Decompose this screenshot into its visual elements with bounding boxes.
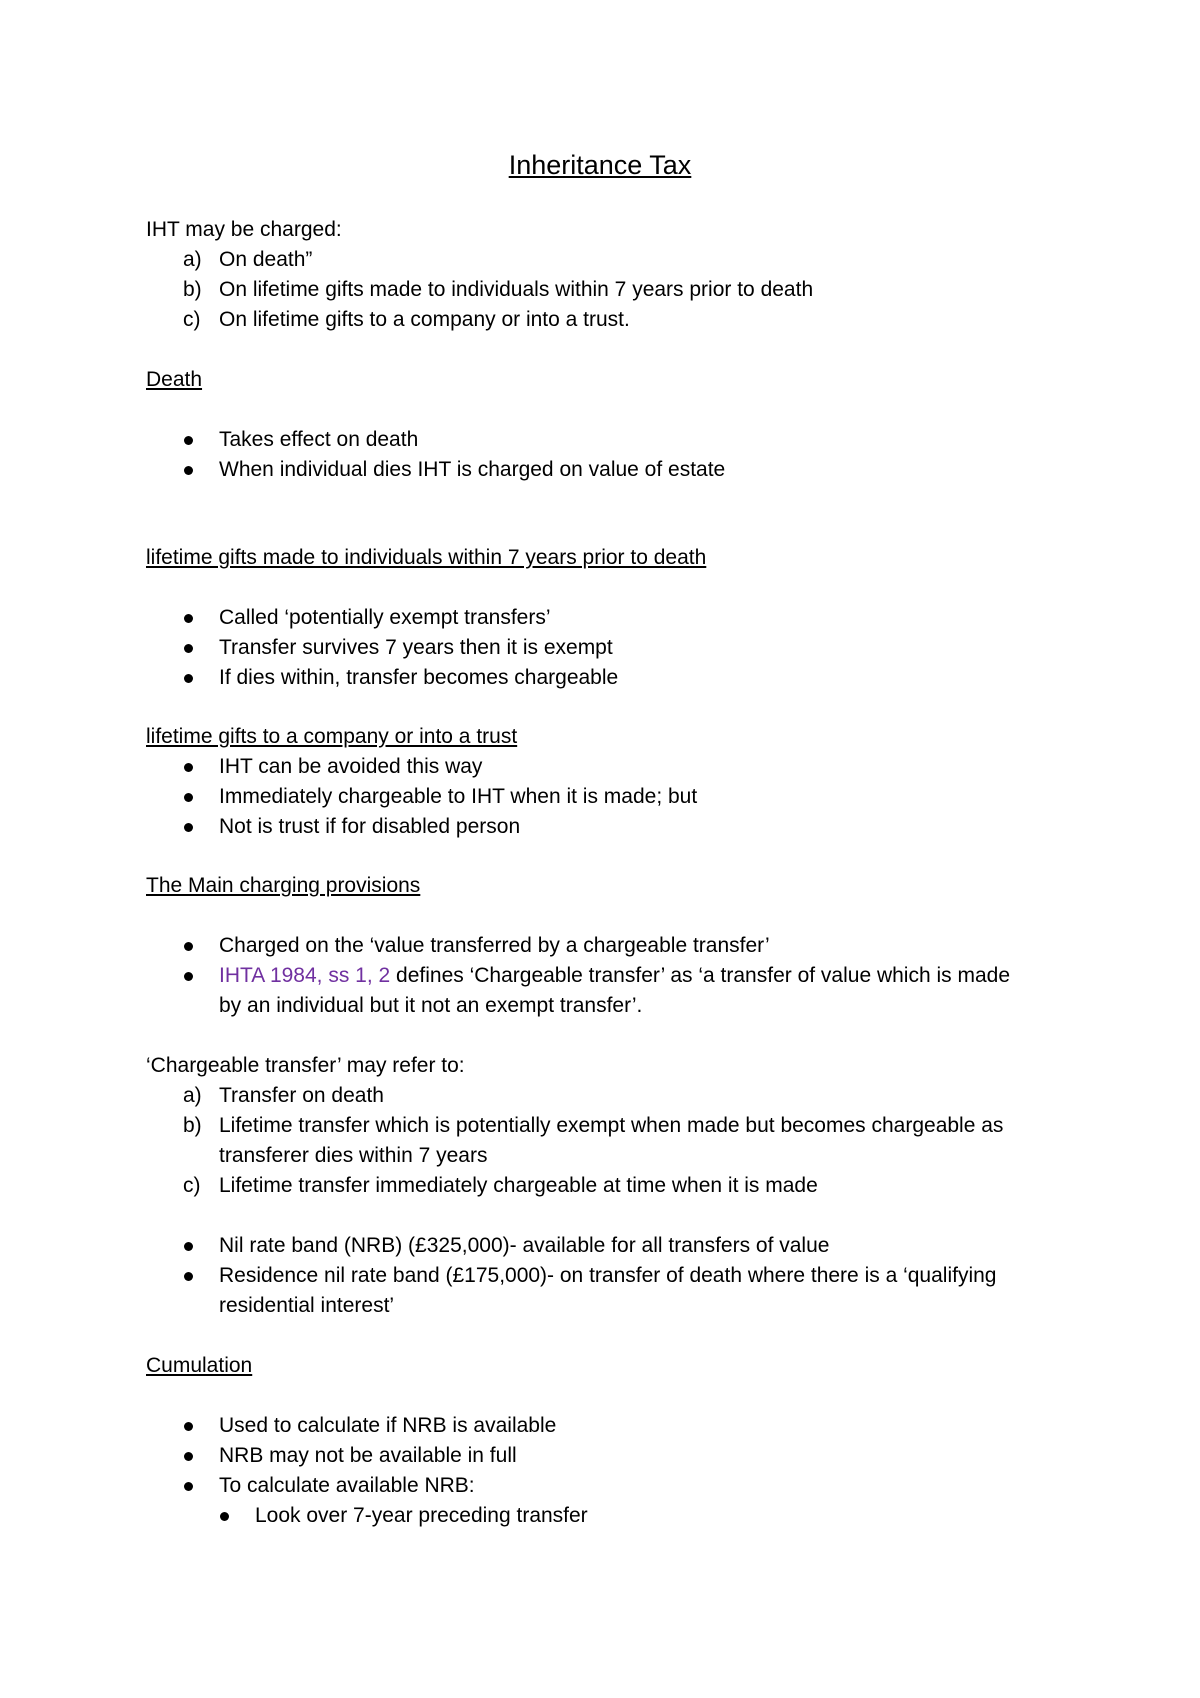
- list-item: On lifetime gifts made to individuals within 7 years prior to death: [219, 278, 814, 301]
- bullet-icon: [184, 1422, 193, 1431]
- bullet-icon: [184, 644, 193, 653]
- list-item: IHT can be avoided this way: [219, 755, 483, 778]
- list-marker: b): [183, 1114, 202, 1137]
- list-item-continuation: by an individual but it not an exempt transfer’.: [219, 994, 643, 1017]
- list-marker: a): [183, 248, 202, 271]
- bullet-icon: [184, 1272, 193, 1281]
- sub-bullet-icon: [220, 1512, 229, 1521]
- section-heading: lifetime gifts made to individuals within 7 years prior to death: [146, 546, 707, 569]
- list-item: On lifetime gifts to a company or into a trust.: [219, 308, 630, 331]
- section-heading: Cumulation: [146, 1354, 253, 1377]
- sub-list-item: Look over 7-year preceding transfer: [255, 1504, 588, 1527]
- bullet-icon: [184, 763, 193, 772]
- bullet-icon: [184, 436, 193, 445]
- list-item: Immediately chargeable to IHT when it is made; but: [219, 785, 698, 808]
- list-item: Lifetime transfer which is potentially exempt when made but becomes chargeable as: [219, 1114, 1004, 1137]
- statute-reference: IHTA 1984, ss 1, 2: [219, 964, 391, 987]
- list-item: Used to calculate if NRB is available: [219, 1414, 557, 1437]
- list-item: Nil rate band (NRB) (£325,000)- available for all transfers of value: [219, 1234, 830, 1257]
- bullet-icon: [184, 674, 193, 683]
- list-item: Transfer survives 7 years then it is exempt: [219, 636, 613, 659]
- list-item: Residence nil rate band (£175,000)- on transfer of death where there is a ‘qualifying: [219, 1264, 997, 1287]
- bullet-icon: [184, 1452, 193, 1461]
- list-item-continuation: transferer dies within 7 years: [219, 1144, 488, 1167]
- list-item: When individual dies IHT is charged on value of estate: [219, 458, 726, 481]
- list-item-continuation: residential interest’: [219, 1294, 395, 1317]
- intro-text: IHT may be charged:: [146, 218, 342, 241]
- list-item: Called ‘potentially exempt transfers’: [219, 606, 551, 629]
- list-item-text: defines ‘Chargeable transfer’ as ‘a transfer of value which is made: [390, 964, 1011, 987]
- section-heading: Death: [146, 368, 203, 391]
- list-marker: b): [183, 278, 202, 301]
- section-heading: The Main charging provisions: [146, 874, 421, 897]
- list-item: Charged on the ‘value transferred by a chargeable transfer’: [219, 934, 770, 957]
- bullet-icon: [184, 614, 193, 623]
- list-item: To calculate available NRB:: [219, 1474, 475, 1497]
- list-marker: c): [183, 1174, 201, 1197]
- section-heading: lifetime gifts to a company or into a trust: [146, 725, 518, 748]
- list-item: Takes effect on death: [219, 428, 419, 451]
- list-item: Not is trust if for disabled person: [219, 815, 521, 838]
- bullet-icon: [184, 466, 193, 475]
- list-item: NRB may not be available in full: [219, 1444, 517, 1467]
- list-item: Lifetime transfer immediately chargeable at time when it is made: [219, 1174, 818, 1197]
- paragraph-text: ‘Chargeable transfer’ may refer to:: [146, 1054, 465, 1077]
- list-item: Transfer on death: [219, 1084, 384, 1107]
- bullet-icon: [184, 793, 193, 802]
- list-item: If dies within, transfer becomes chargeable: [219, 666, 619, 689]
- bullet-icon: [184, 1482, 193, 1491]
- list-marker: c): [183, 308, 201, 331]
- bullet-icon: [184, 1242, 193, 1251]
- bullet-icon: [184, 823, 193, 832]
- list-item: [219, 961, 1010, 991]
- bullet-icon: [184, 942, 193, 951]
- list-item: On death”: [219, 248, 313, 271]
- list-marker: a): [183, 1084, 202, 1107]
- bullet-icon: [184, 972, 193, 981]
- document-title: Inheritance Tax: [508, 150, 692, 180]
